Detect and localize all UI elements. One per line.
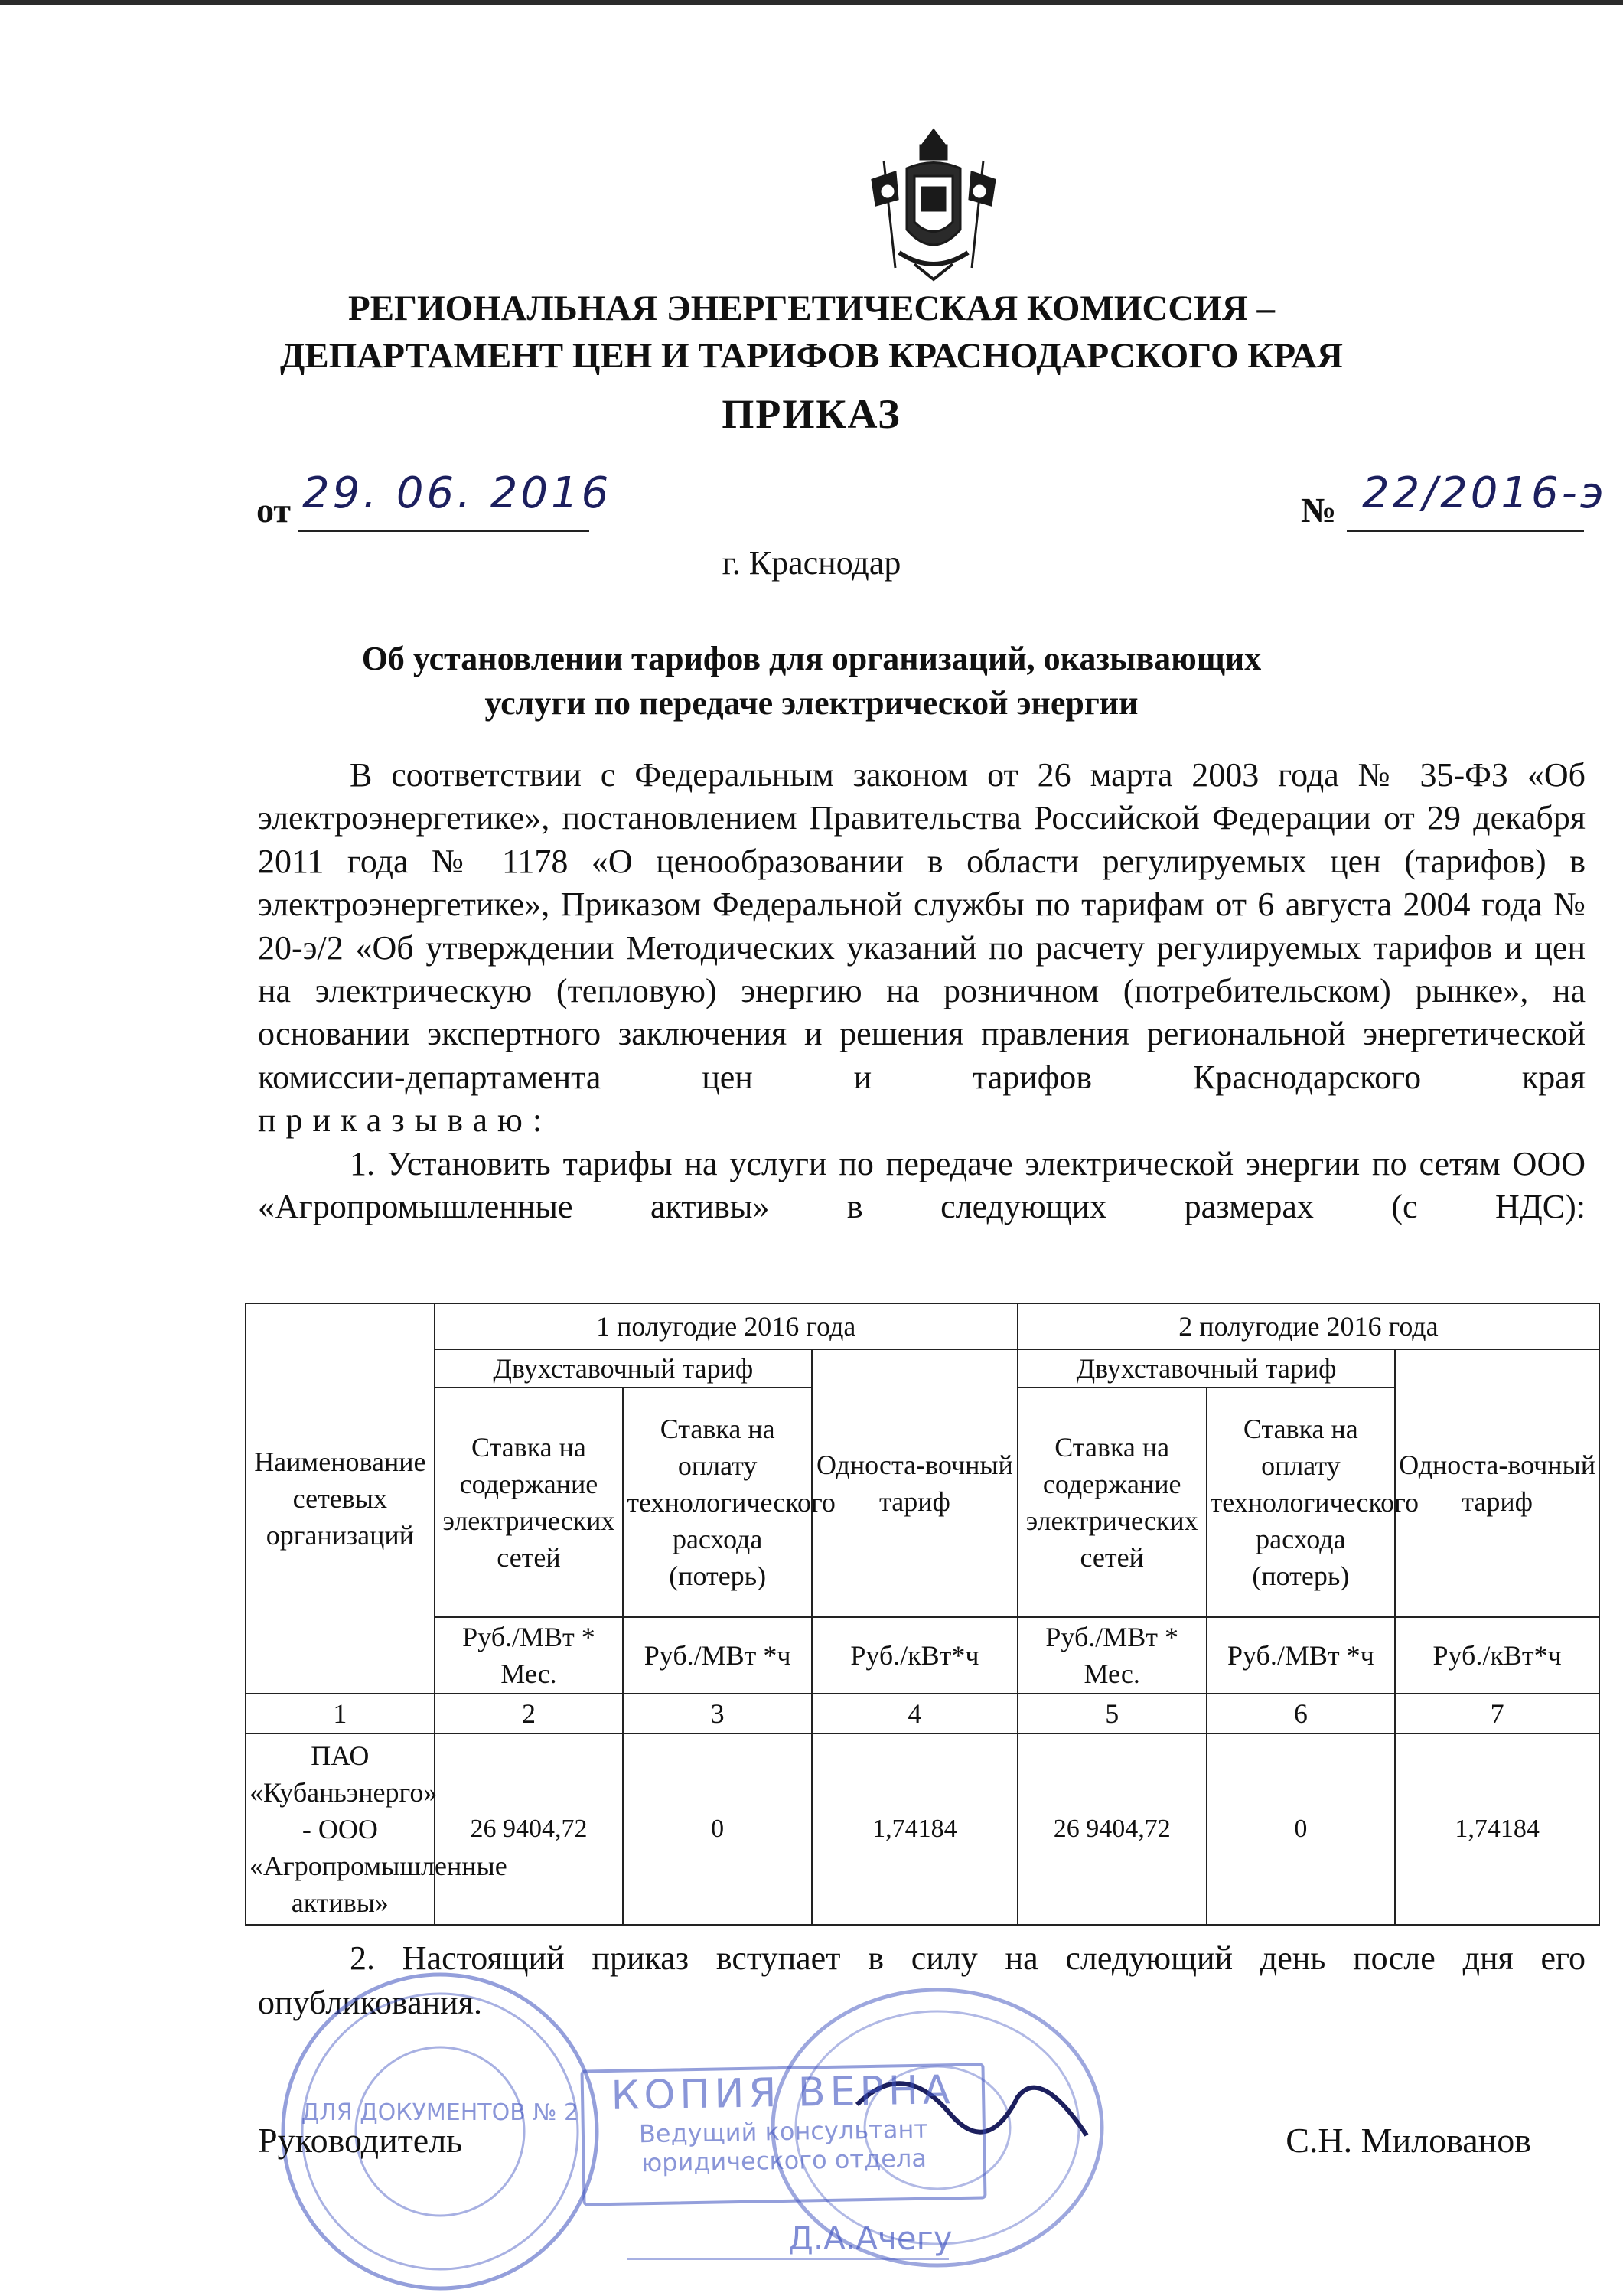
row-h1-single: 1,74184 (812, 1733, 1018, 1925)
stamp-signature-line (627, 2258, 949, 2260)
unit-kwh-2: Руб./кВт*ч (1395, 1617, 1599, 1694)
city: г. Краснодар (722, 544, 901, 582)
col-number: 2 (435, 1694, 624, 1733)
unit-mwh-2: Руб./МВт *ч (1207, 1617, 1396, 1694)
unit-mwh-1: Руб./МВт *ч (623, 1617, 812, 1694)
header-rate-loss-2: Ставка на оплату технологического расхода (потерь) (1207, 1388, 1396, 1617)
col-number: 7 (1395, 1694, 1599, 1733)
document-type: ПРИКАЗ (722, 391, 901, 437)
unit-mw-month-2: Руб./МВт * Мес. (1018, 1617, 1207, 1694)
stamp-dept: юридического отдела (640, 2143, 927, 2178)
stamp-role: Ведущий консультант (638, 2114, 929, 2149)
row-h2-loss: 0 (1207, 1733, 1396, 1925)
order-word: приказываю: (258, 1101, 552, 1140)
clause-2: 2. Настоящий приказ вступает в силу на следующий день после дня его опубликования. (258, 1939, 1586, 2021)
header-one-part-2: Односта-вочный тариф (1395, 1349, 1599, 1617)
signatory-position: Руководитель (258, 2121, 463, 2160)
header-half-2: 2 полугодие 2016 года (1018, 1303, 1599, 1349)
col-number: 5 (1018, 1694, 1207, 1733)
col-number: 4 (812, 1694, 1018, 1733)
date-handwritten: 29. 06. 2016 (302, 468, 612, 518)
stamp-title: КОПИЯ ВЕРНА (611, 2067, 956, 2119)
header-org-names: Наименование сетевых организаций (246, 1303, 435, 1694)
scan-edge-line (0, 0, 1623, 5)
table-row (246, 1733, 1599, 1925)
date-underline (298, 530, 589, 532)
header-two-part-1: Двухставочный тариф (435, 1349, 812, 1388)
preamble-paragraph: В соответствии с Федеральным законом от 26 марта 2003 года № 35-ФЗ «Об электроэнергетике», постановлением Правительства Российской Федерации от 29 декабря 2011 года № 1178 «О ценообразовании в области регулируемых цен (тарифов) в электроэнергетике», Приказом Федеральной службы по тарифам от 6 августа 2004 года № 20-э/2 «Об утверждении Методических указаний по расчету регулируемых тарифов и цен на электрическую (тепловую) энергию на розничном (потребительском) рынке», на основании экспертного заключения и решения правления региональной энергетической комиссии-департамента цен и тарифов Краснодарского края (258, 756, 1586, 1096)
org-line-1: РЕГИОНАЛЬНАЯ ЭНЕРГЕТИЧЕСКАЯ КОМИССИЯ – (347, 289, 1276, 328)
order-subject (230, 637, 1393, 726)
row-h1-loss: 0 (623, 1733, 812, 1925)
header-half-1: 1 полугодие 2016 года (435, 1303, 1018, 1349)
row-h1-maint: 26 9404,72 (435, 1733, 624, 1925)
organization-name (230, 285, 1393, 380)
seal-inner-text: ДЛЯ ДОКУМЕНТОВ № 2 (301, 2099, 579, 2126)
row-org-name: ПАО «Кубаньэнерго» - ООО «Агропромышленные активы» (246, 1733, 435, 1925)
copy-certified-stamp (580, 2063, 986, 2206)
col-number: 6 (1207, 1694, 1396, 1733)
number-handwritten: 22/2016-э (1362, 468, 1607, 518)
header-one-part-1: Односта-вочный тариф (812, 1349, 1018, 1617)
row-h2-maint: 26 9404,72 (1018, 1733, 1207, 1925)
header-two-part-2: Двухставочный тариф (1018, 1349, 1395, 1388)
row-h2-single: 1,74184 (1395, 1733, 1599, 1925)
tariff-table (245, 1303, 1600, 1926)
unit-mw-month-1: Руб./МВт * Мес. (435, 1617, 624, 1694)
clause-1: 1. Установить тарифы на услуги по передаче электрической энергии по сетям ООО «Агропромышленные активы» в следующих размерах (с НДС): (258, 1144, 1586, 1226)
subject-line-1: Об установлении тарифов для организаций, оказывающих (361, 640, 1262, 677)
column-number-row (246, 1694, 1599, 1733)
signatory-name: С.Н. Милованов (1286, 2121, 1531, 2160)
stamp-name: Д.А.Ачегу (788, 2219, 953, 2257)
org-line-2: ДЕПАРТАМЕНТ ЦЕН И ТАРИФОВ КРАСНОДАРСКОГО КРАЯ (280, 336, 1343, 376)
number-underline (1347, 530, 1584, 532)
header-rate-maint-2: Ставка на содержание электрических сетей (1018, 1388, 1207, 1617)
col-number: 3 (623, 1694, 812, 1733)
number-label: № (1301, 491, 1337, 530)
col-number: 1 (246, 1694, 435, 1733)
order-body (258, 754, 1586, 1228)
header-rate-loss-1: Ставка на оплату технологического расхода (потерь) (623, 1388, 812, 1617)
unit-kwh-1: Руб./кВт*ч (812, 1617, 1018, 1694)
date-label: от (256, 491, 291, 530)
coat-of-arms-icon (861, 115, 1006, 287)
header-rate-maint-1: Ставка на содержание электрических сетей (435, 1388, 624, 1617)
subject-line-2: услуги по передаче электрической энергии (484, 684, 1139, 722)
